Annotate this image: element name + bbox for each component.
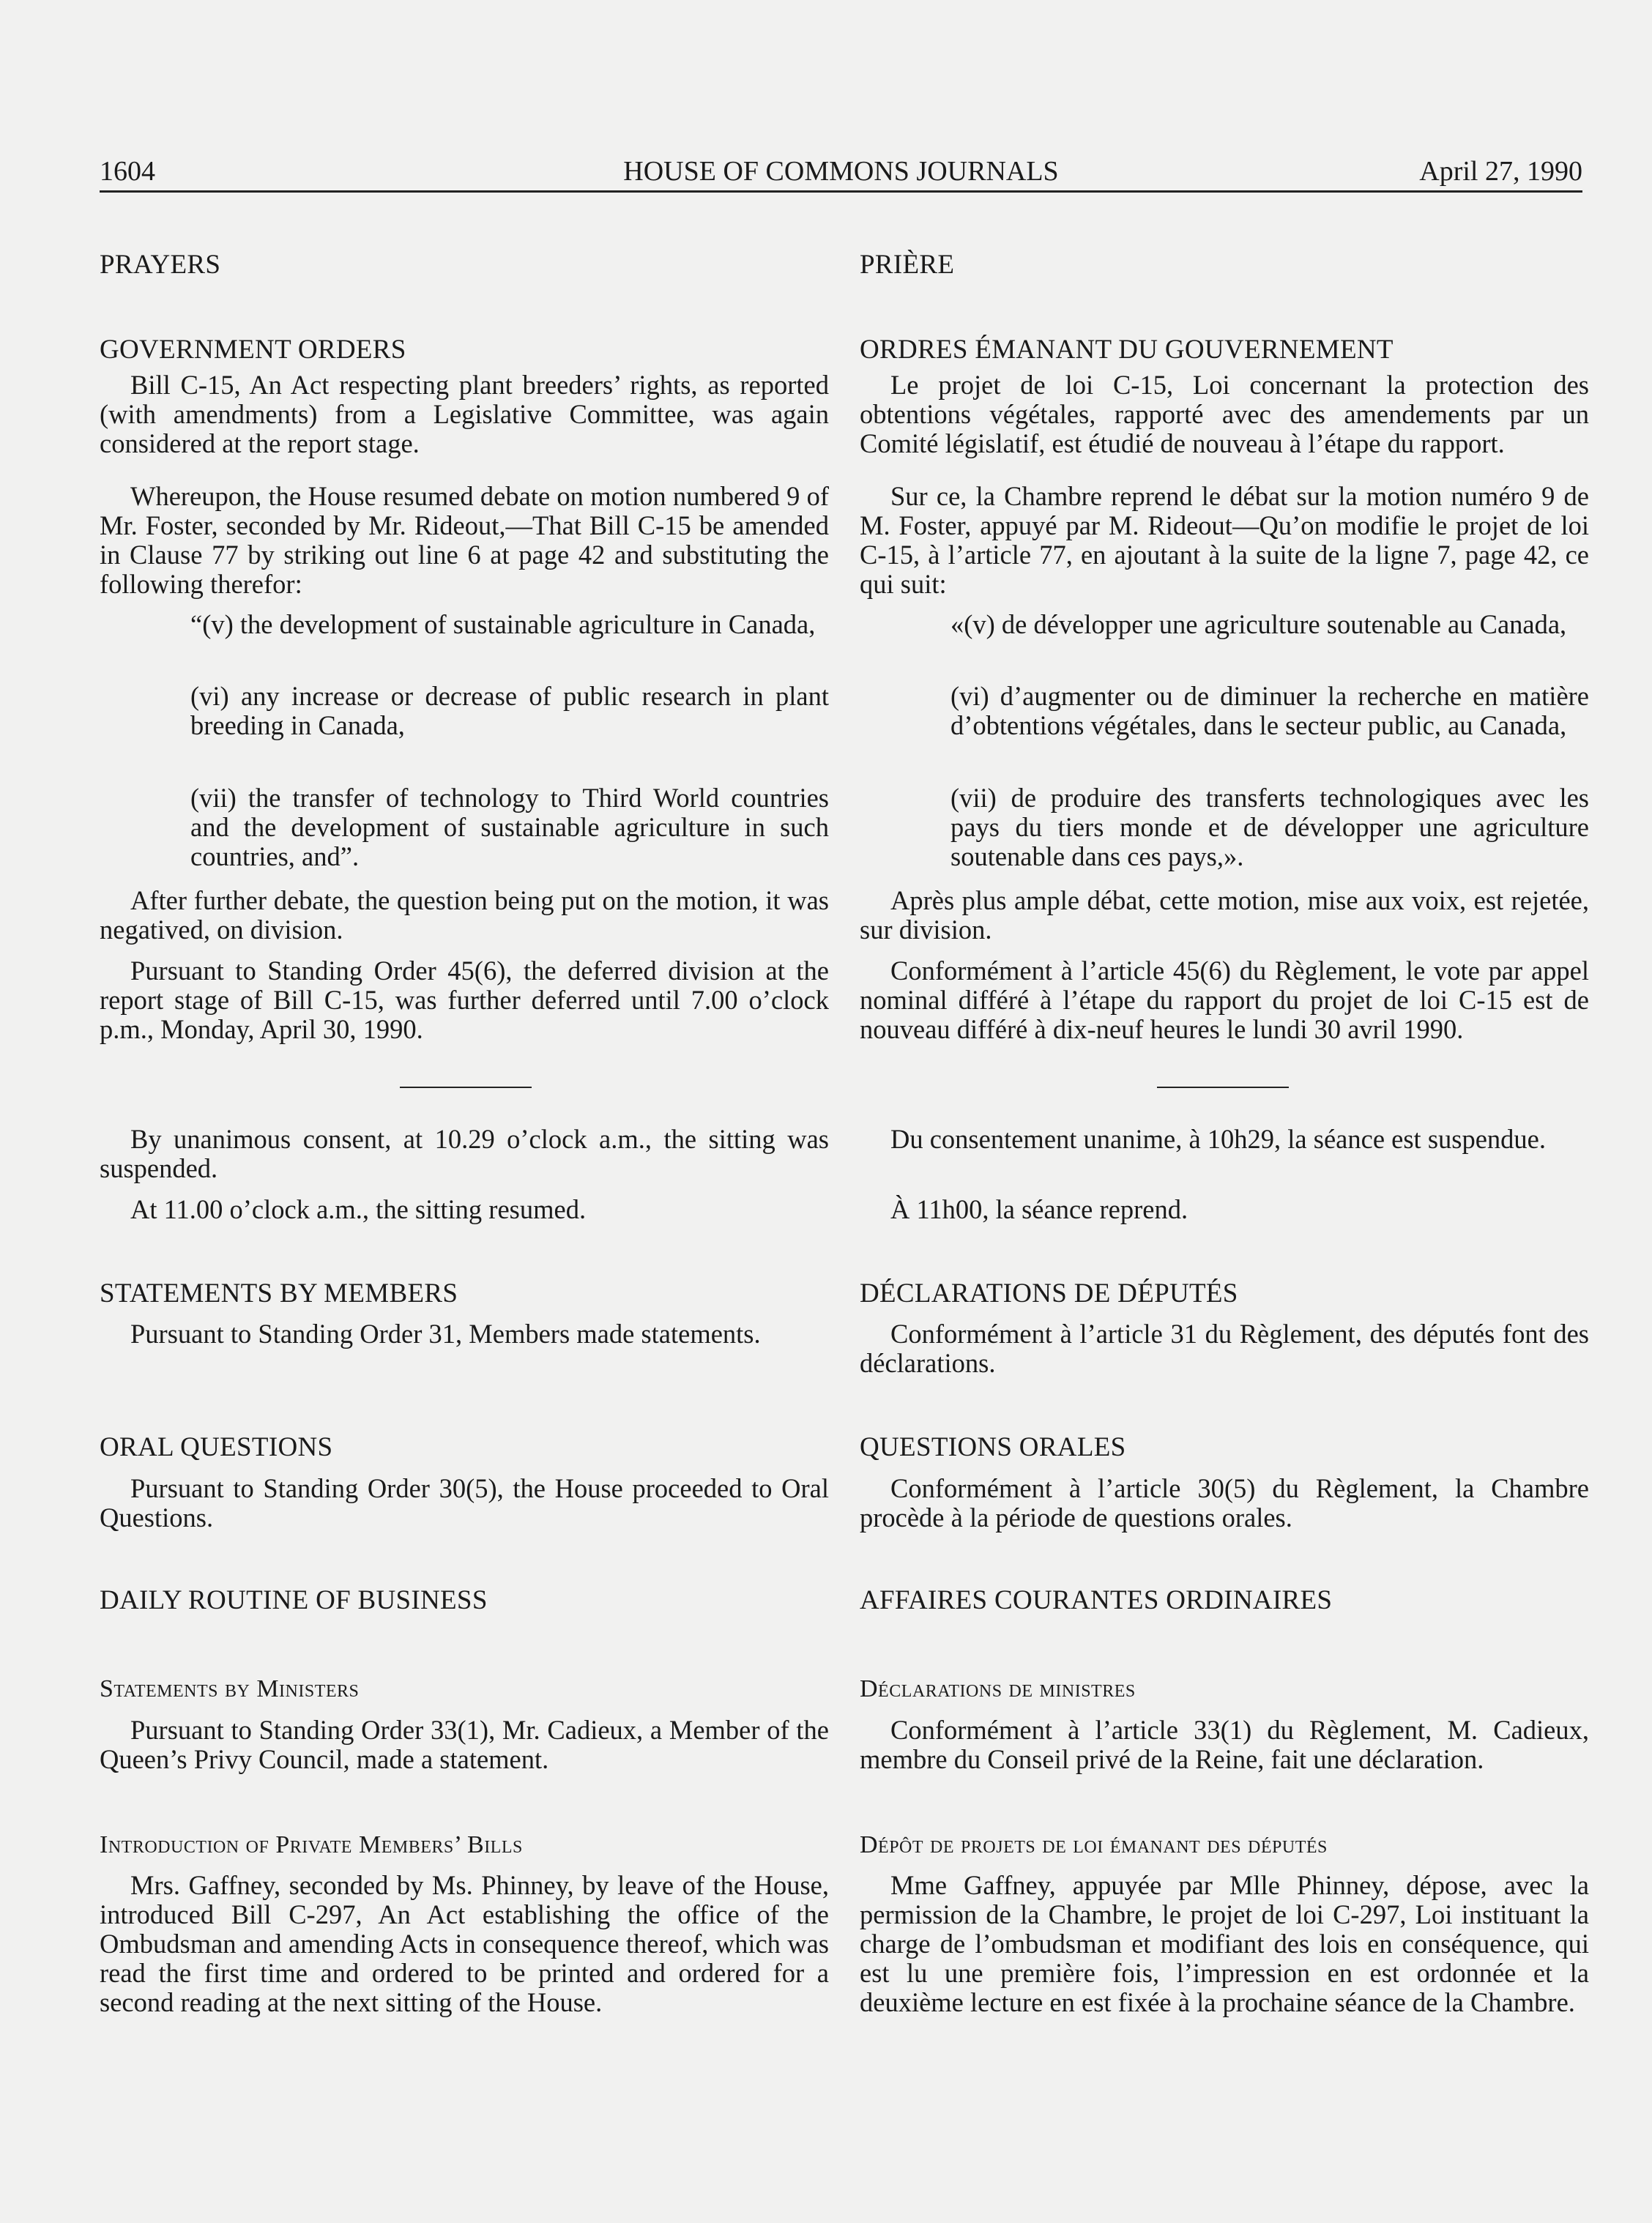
journal-title: HOUSE OF COMMONS JOURNALS bbox=[623, 156, 1059, 187]
quote-item-vi: (vi) any increase or decrease of public research in plant breeding in Canada, bbox=[190, 681, 829, 740]
paragraphe-declarations: Conformément à l’article 31 du Règlement, des députés font des déclarations. bbox=[860, 1319, 1589, 1378]
journal-date: April 27, 1990 bbox=[1419, 156, 1582, 187]
paragraph-oral-questions: Pursuant to Standing Order 30(5), the House proceeded to Oral Questions. bbox=[100, 1473, 829, 1533]
subheading-declarations-ministres: Déclarations de ministres bbox=[860, 1675, 1136, 1702]
section-divider bbox=[1157, 1087, 1289, 1088]
quote-item-v: “(v) the development of sustainable agriculture in Canada, bbox=[190, 609, 816, 639]
paragraphe-projet-c297: Mme Gaffney, appuyée par Mlle Phinney, dépose, avec la permission de la Chambre, le projet de loi C-297, Loi instituant la charge de l’ombudsman et modifiant des lois en conséquence, qui est lu une première fois, l’impression en est ordonnée et la deuxième lecture en est fixée à la prochaine séance de la Chambre. bbox=[860, 1870, 1589, 2017]
section-divider bbox=[400, 1087, 532, 1088]
subheading-depot-projets-de-loi: Dépôt de projets de loi émanant des députés bbox=[860, 1831, 1328, 1858]
paragraphe-seance-reprend: À 11h00, la séance reprend. bbox=[890, 1194, 1188, 1224]
paragraphe-seance-suspendue: Du consentement unanime, à 10h29, la séance est suspendue. bbox=[890, 1124, 1546, 1154]
heading-government-orders: GOVERNMENT ORDERS bbox=[100, 335, 406, 365]
heading-ordres-gouvernement: ORDRES ÉMANANT DU GOUVERNEMENT bbox=[860, 335, 1394, 365]
paragraphe-projet-c15: Le projet de loi C-15, Loi concernant la protection des obtentions végétales, rapporté avec des amendements par un Comité législatif, est étudié de nouveau à l’étape du rapport. bbox=[860, 370, 1589, 458]
quote-item-vii: (vii) the transfer of technology to Third World countries and the development of sustainable agriculture in such countries, and”. bbox=[190, 783, 829, 871]
paragraph-motion-9: Whereupon, the House resumed debate on motion numbered 9 of Mr. Foster, seconded by Mr. Rideout,—That Bill C-15 be amended in Clause 77 by striking out line 6 at page 42 and substituting the following therefor: bbox=[100, 481, 829, 599]
paragraph-bill-c297: Mrs. Gaffney, seconded by Ms. Phinney, by leave of the House, introduced Bill C-297, An Act establishing the office of the Ombudsman and amending Acts in consequence thereof, which was read the first time and ordered to be printed and ordered for a second reading at the next sitting of the House. bbox=[100, 1870, 829, 2017]
citation-alinea-vi: (vi) d’augmenter ou de diminuer la recherche en matière d’obtentions végétales, dans le secteur public, au Canada, bbox=[950, 681, 1589, 740]
heading-declarations-deputes: DÉCLARATIONS DE DÉPUTÉS bbox=[860, 1278, 1238, 1308]
heading-prayers: PRAYERS bbox=[100, 250, 221, 280]
heading-affaires-courantes: AFFAIRES COURANTES ORDINAIRES bbox=[860, 1585, 1333, 1615]
paragraph-bill-c15-report: Bill C-15, An Act respecting plant breeders’ rights, as reported (with amendments) from a Legislative Committee, was again considered at the report stage. bbox=[100, 370, 829, 458]
page-header bbox=[100, 152, 1582, 193]
paragraph-sitting-suspended: By unanimous consent, at 10.29 o’clock a.m., the sitting was suspended. bbox=[100, 1124, 829, 1183]
heading-priere: PRIÈRE bbox=[860, 250, 955, 280]
subheading-statements-by-ministers: Statements by Ministers bbox=[100, 1675, 360, 1702]
subheading-private-members-bills: Introduction of Private Members’ Bills bbox=[100, 1831, 523, 1858]
paragraphe-questions-orales: Conformément à l’article 30(5) du Règlement, la Chambre procède à la période de questions orales. bbox=[860, 1473, 1589, 1533]
paragraphe-vote-differe: Conformément à l’article 45(6) du Règlement, le vote par appel nominal différé à l’étape du rapport du projet de loi C-15 est de nouveau différé à dix-neuf heures le lundi 30 avril 1990. bbox=[860, 956, 1589, 1044]
paragraphe-declaration-ministre: Conformément à l’article 33(1) du Règlement, M. Cadieux, membre du Conseil privé de la Reine, fait une déclaration. bbox=[860, 1715, 1589, 1774]
heading-questions-orales: QUESTIONS ORALES bbox=[860, 1432, 1126, 1462]
paragraph-statements: Pursuant to Standing Order 31, Members made statements. bbox=[130, 1319, 761, 1349]
paragraph-ministerial-statement: Pursuant to Standing Order 33(1), Mr. Cadieux, a Member of the Queen’s Privy Council, made a statement. bbox=[100, 1715, 829, 1774]
citation-alinea-v: «(v) de développer une agriculture soutenable au Canada, bbox=[950, 609, 1567, 639]
paragraph-sitting-resumed: At 11.00 o’clock a.m., the sitting resumed. bbox=[130, 1194, 587, 1224]
page-number: 1604 bbox=[100, 156, 155, 187]
heading-daily-routine: DAILY ROUTINE OF BUSINESS bbox=[100, 1585, 488, 1615]
paragraph-deferred-division: Pursuant to Standing Order 45(6), the deferred division at the report stage of Bill C-15, was further deferred until 7.00 o’clock p.m., Monday, April 30, 1990. bbox=[100, 956, 829, 1044]
heading-statements-by-members: STATEMENTS BY MEMBERS bbox=[100, 1278, 458, 1308]
paragraphe-motion-9: Sur ce, la Chambre reprend le débat sur la motion numéro 9 de M. Foster, appuyé par M. Rideout—Qu’on modifie le projet de loi C-15, à l’article 77, en ajoutant à la suite de la ligne 7, page 42, ce qui suit: bbox=[860, 481, 1589, 599]
paragraphe-motion-rejetee: Après plus ample débat, cette motion, mise aux voix, est rejetée, sur division. bbox=[860, 885, 1589, 945]
citation-alinea-vii: (vii) de produire des transferts technologiques avec les pays du tiers monde et de développer une agriculture soutenable dans ces pays,». bbox=[950, 783, 1589, 871]
heading-oral-questions: ORAL QUESTIONS bbox=[100, 1432, 333, 1462]
paragraph-negatived: After further debate, the question being put on the motion, it was negatived, on division. bbox=[100, 885, 829, 945]
